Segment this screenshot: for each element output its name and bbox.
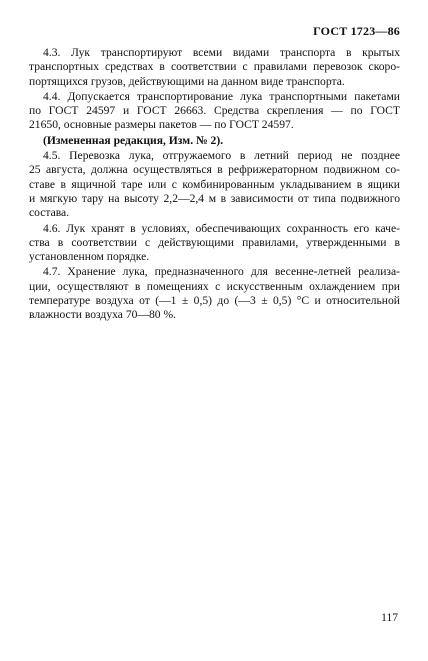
text-line: 25 августа, должна осуществляться в рефрижераторном подвижном со- xyxy=(29,163,400,177)
text-line: 4.6. Лук хранят в условиях, обеспечивающих сохранность его каче- xyxy=(43,221,400,235)
text-line: и мягкую тару на высоту 2,2—2,4 м в зависимости от типа подвижного xyxy=(29,191,400,205)
document-body xyxy=(29,46,400,324)
text-line: влажности воздуха 70—80 %. xyxy=(29,308,177,322)
text-line: установленном порядке. xyxy=(29,250,150,264)
text-line: 4.7. Хранение лука, предназначенного для весенне-летней реализа- xyxy=(43,265,400,279)
text-line: состава. xyxy=(29,206,70,220)
text-line: 4.5. Перевозка лука, отгружаемого в летний период не позднее xyxy=(43,149,400,163)
paragraph-4-4 xyxy=(29,90,400,133)
page-number: 117 xyxy=(381,612,398,624)
text-line: 4.4. Допускается транспортирование лука транспортными пакетами xyxy=(43,89,400,103)
paragraph-4-7 xyxy=(29,265,400,322)
text-line: 4.3. Лук транспортируют всеми видами транспорта в крытых xyxy=(43,46,400,59)
paragraph-4-5 xyxy=(29,149,400,220)
text-line: по ГОСТ 24597 и ГОСТ 26663. Средства скрепления — по ГОСТ xyxy=(29,104,400,118)
text-line: портящихся грузов, действующими на данном виде транспорта. xyxy=(29,74,345,88)
document-code-header: ГОСТ 1723—86 xyxy=(313,24,400,38)
paragraph-4-6 xyxy=(29,222,400,265)
amendment-note-text: (Измененная редакция, Изм. № 2). xyxy=(43,133,224,147)
text-line: 21650, основные размеры пакетов — по ГОСТ 24597. xyxy=(29,118,294,132)
text-line: транспортных средствах в соответствии с правилами перевозок скоро- xyxy=(29,60,400,74)
text-line: ции, осуществляют в помещениях с искусственным охлаждением при xyxy=(29,279,400,293)
amendment-note xyxy=(29,134,400,148)
paragraph-4-3 xyxy=(29,46,400,89)
text-line: ства в соответствии с действующими правилами, утвержденными в xyxy=(29,235,400,249)
text-line: ставе в ящичной таре или с комбинированным укладыванием в ящики xyxy=(29,177,400,191)
text-line: температуре воздуха от (—1 ± 0,5) до (—3 ± 0,5) °С и относительной xyxy=(29,294,400,308)
